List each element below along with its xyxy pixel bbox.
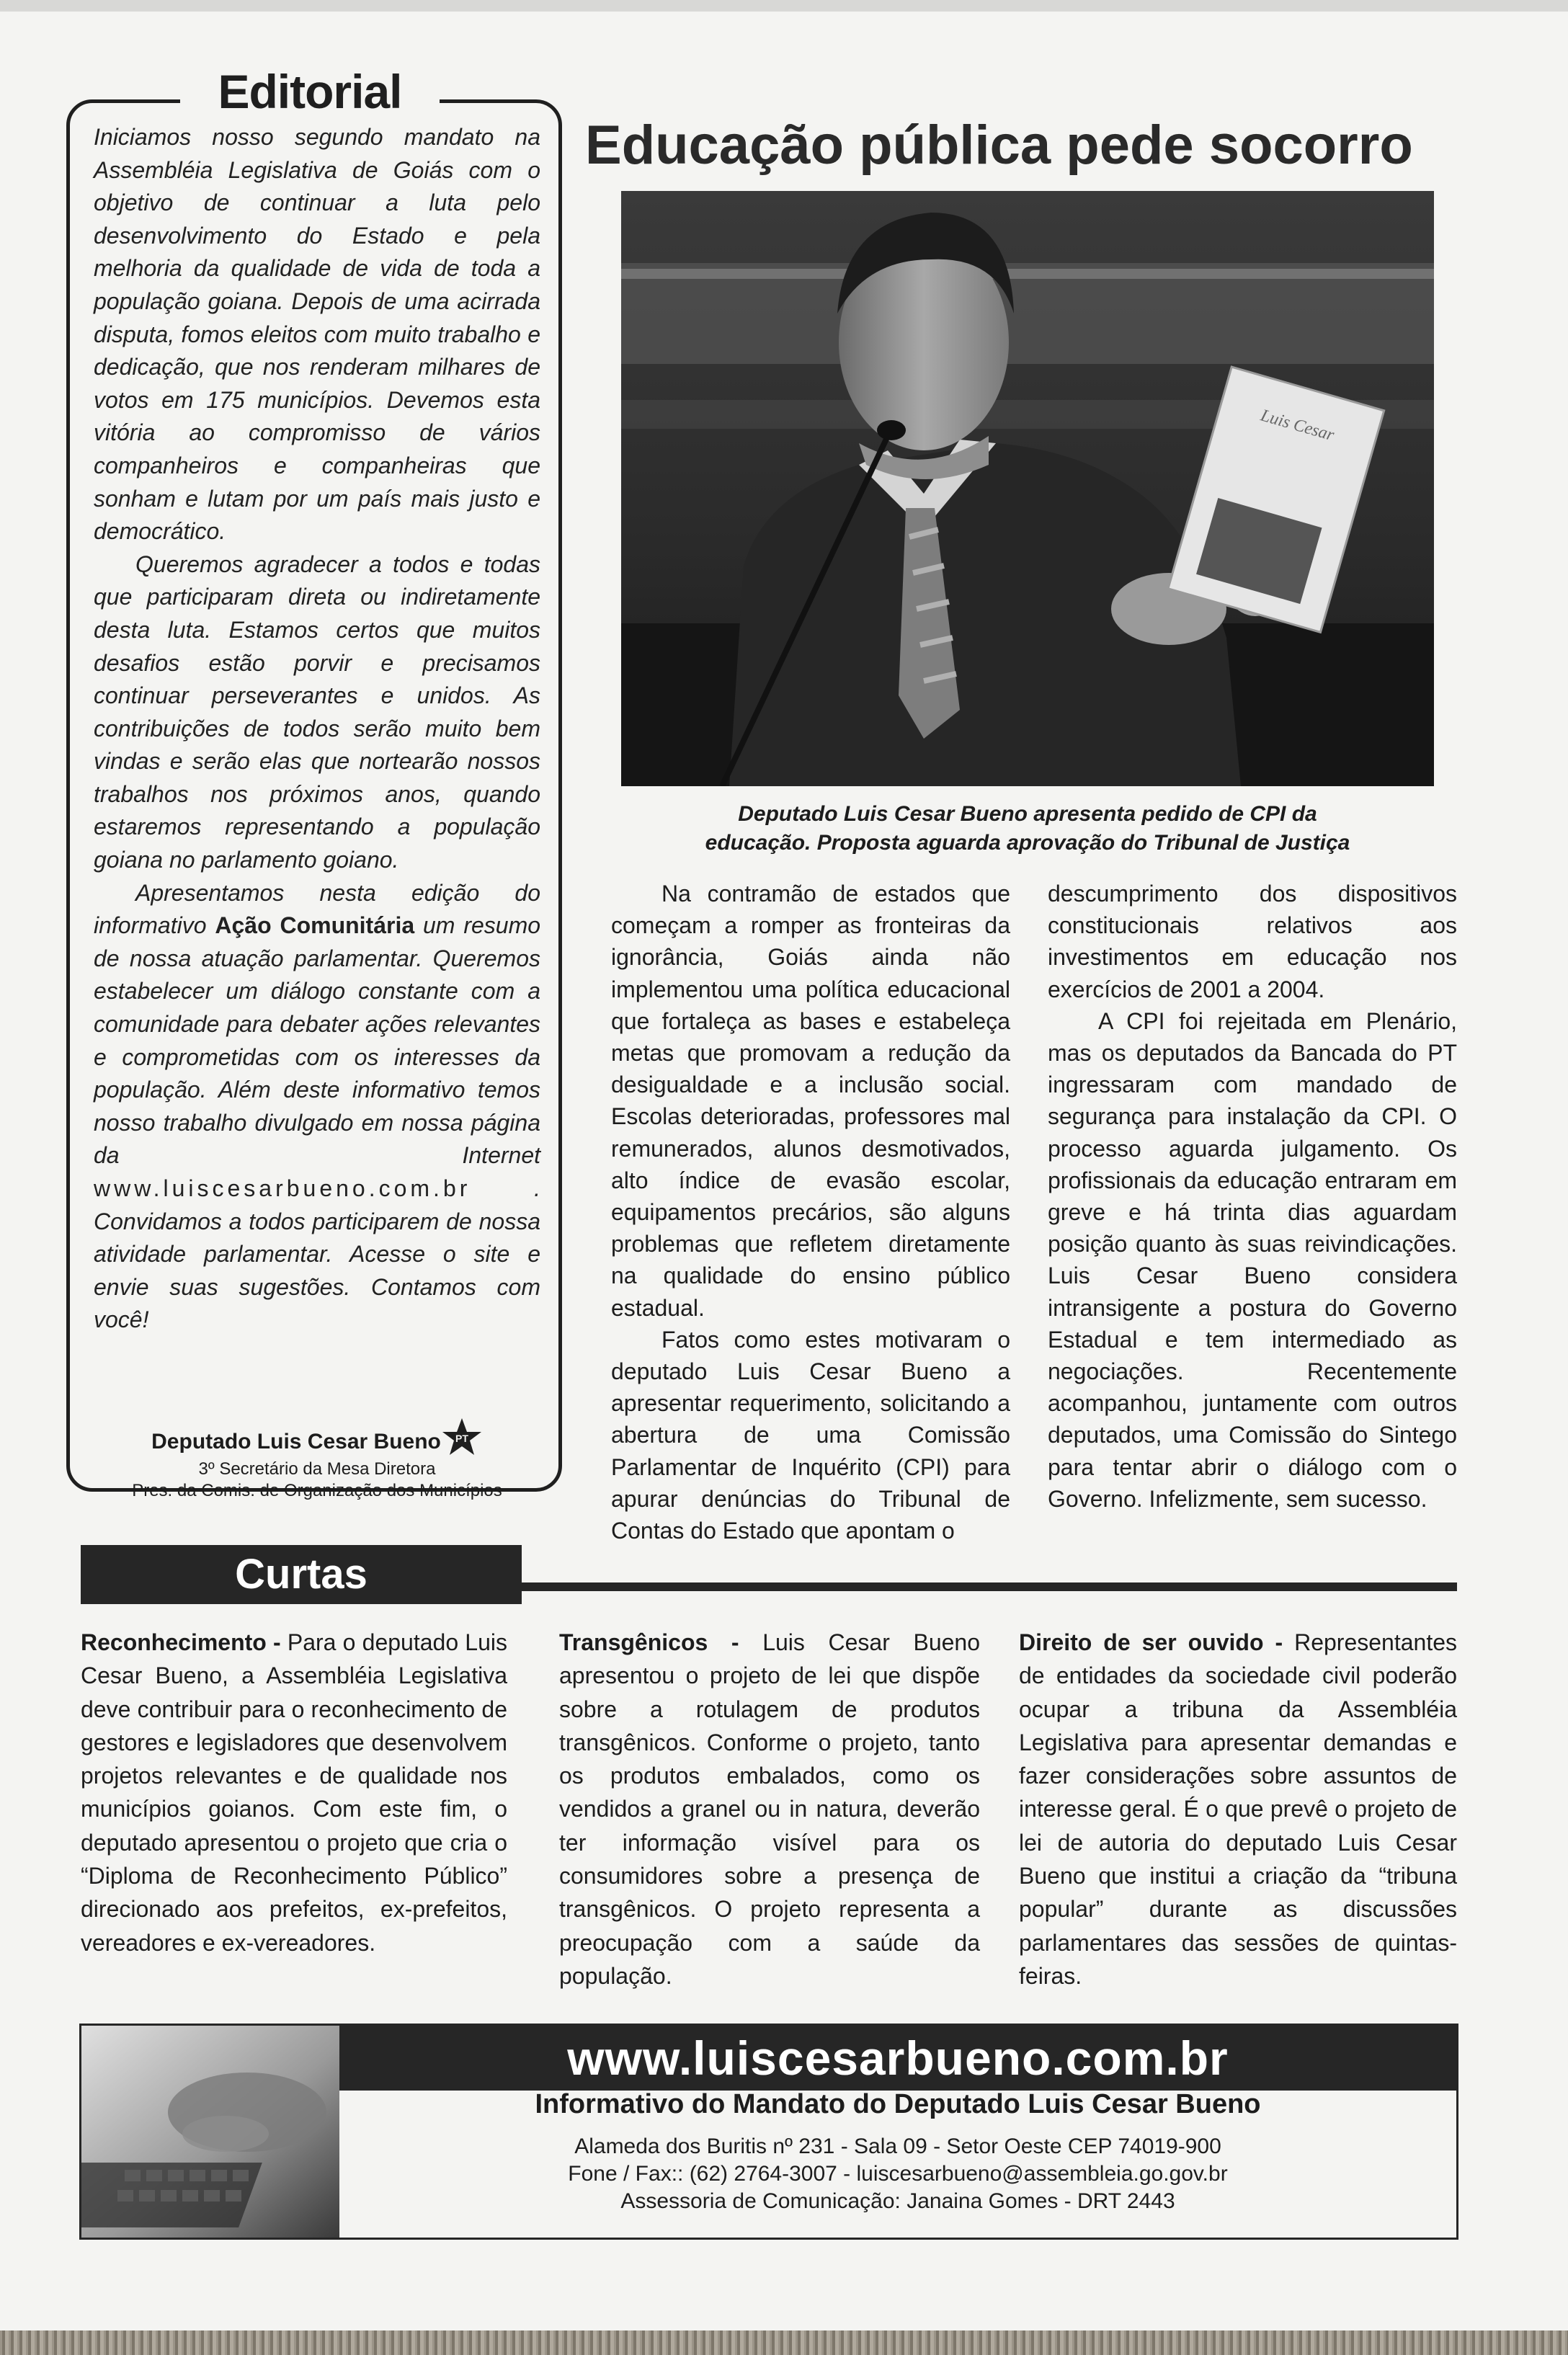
editorial-paragraph-3 (94, 877, 540, 1337)
footer-phone-line: Fone / Fax:: (62) 2764-3007 - luiscesarbueno@assembleia.go.gov.br (568, 2162, 1228, 2186)
caption-line-2: educação. Proposta aguarda aprovação do Tribunal de Justiça (705, 831, 1350, 855)
curta-text: Para o deputado Luis Cesar Bueno, a Assembléia Legislativa deve contribuir para o reconhecimento de gestores e legisladores que desenvolvem projetos relevantes e de qualidade nos municípios goianos. Com este fim, o deputado apresentou o projeto que cria o “Diploma de Reconhecimento Público” direcionado aos prefeitos, ex-prefeitos, vereadores e ex-vereadores. (81, 1629, 508, 1956)
curtas-divider (522, 1582, 1457, 1591)
article-paragraph-2: Fatos como estes motivaram o deputado Luis Cesar Bueno a apresentar requerimento, solicitando a abertura de uma Comissão Parlamentar de Inquérito (CPI) para apurar denúncias do Tribunal de Contas do Estado que apontam o (611, 1326, 1010, 1544)
footer-address-line: Alameda dos Buritis nº 231 - Sala 09 - Setor Oeste CEP 74019-900 (574, 2134, 1221, 2158)
photo-caption (621, 800, 1434, 858)
page-bottom-edge (0, 2330, 1568, 2355)
editorial-signature (86, 1417, 548, 1502)
article-photo (621, 191, 1434, 786)
footer-subtitle: Informativo do Mandato do Deputado Luis Cesar Bueno (535, 2089, 1261, 2119)
article-column-2 (1048, 878, 1457, 1515)
curta-text: Representantes de entidades da sociedade civil poderão ocupar a tribuna da Assembléia Legislativa para apresentar demandas e fazer considerações sobre assuntos de interesse geral. É o que prevê o projeto de lei de autoria do deputado Luis Cesar Bueno que institui a criação da “tribuna popular” durante as discussões parlamentares das sessões de quintas-feiras. (1019, 1629, 1458, 1989)
page-top-edge (0, 0, 1568, 12)
footer-contact (339, 2133, 1456, 2215)
book-title: Luis Cesar (1258, 406, 1337, 445)
curta-title: Direito de ser ouvido - (1019, 1629, 1283, 1655)
editorial-p3-mid: um resumo de nossa atuação parlamentar. Queremos estabelecer um diálogo constante com a comunidade para debater ações relevantes e comprometidas com os interesses da população. Além deste informativo temos nosso trabalho divulgado em nossa página da Internet (94, 912, 541, 1169)
star-label: PT (455, 1433, 468, 1444)
curta-title: Transgênicos - (559, 1629, 739, 1655)
editorial-website-link[interactable]: www.luiscesarbueno.com.br (94, 1175, 471, 1201)
editorial-paragraph-2: Queremos agradecer a todos e todas que participaram direta ou indiretamente desta luta. Estamos certos que muitos desafios estão porvir e precisamos continuar perseverantes e unidos. As contribuições de todos serão muito bem vindas e serão elas que nortearão nossos trabalhos nos próximos anos, quando estaremos representando a população goiana no parlamento goiano. (94, 551, 540, 873)
signature-name: Deputado Luis Cesar Bueno (151, 1430, 441, 1453)
curta-item (1019, 1626, 1457, 1993)
caption-line-1: Deputado Luis Cesar Bueno apresenta pedido de CPI da (738, 802, 1317, 826)
article-headline: Educação pública pede socorro (585, 115, 1413, 176)
curta-item (559, 1626, 980, 1993)
article-paragraph-4: A CPI foi rejeitada em Plenário, mas os deputados da Bancada do PT ingressaram com mandado de segurança para instalação da CPI. O processo aguarda julgamento. Os profissionais da educação entraram em greve e há trinta dias aguardam posição quanto às suas reivindicações. Luis Cesar Bueno considera intransigente a postura do Governo Estadual e tem intermediado as negociações. Recentemente acompanhou, juntamente com outros deputados, uma Comissão do Sintego para tentar abrir o diálogo com o Governo. Infelizmente, sem sucesso. (1048, 1007, 1457, 1512)
curta-text: Luis Cesar Bueno apresentou o projeto de lei que dispõe sobre a rotulagem de produtos transgênicos. Conforme o projeto, tanto os produtos embalados, como os vendidos a granel ou in natura, deverão ter informação visível para os consumidores sobre a presença de transgênicos. O projeto representa a preocupação com a saúde da população. (559, 1629, 981, 1989)
editorial-paragraph-1: Iniciamos nosso segundo mandato na Assembléia Legislativa de Goiás com o objetivo de continuar a luta pelo desenvolvimento do Estado e pela melhoria da qualidade de vida de toda a população goiana. Depois de uma acirrada disputa, fomos eleitos com muito trabalho e dedicação, que nos renderam milhares de votos em 175 municípios. Devemos esta vitória ao compromisso de vários companheiros e companheiras que sonham e lutam por um país mais justo e democrático. (94, 124, 540, 545)
editorial-p3-after: . Convidamos a todos participarem de nossa atividade parlamentar. Acesse o site e envie suas sugestões. Contamos com você! (94, 1175, 540, 1333)
pt-star-icon (441, 1417, 483, 1459)
keyboard-photo (81, 2026, 339, 2238)
signature-role-2: Pres. da Comis. de Organização dos Municípios (132, 1481, 502, 1500)
editorial-title: Editorial (180, 59, 440, 124)
curta-item (81, 1626, 507, 1959)
curta-title: Reconhecimento - (81, 1629, 281, 1655)
footer-website-link[interactable]: www.luiscesarbueno.com.br (567, 2031, 1229, 2085)
signature-role-1: 3º Secretário da Mesa Diretora (198, 1459, 436, 1479)
article-paragraph-3: descumprimento dos dispositivos constitucionais relativos aos investimentos em educação nos exercícios de 2001 a 2004. (1048, 881, 1457, 1002)
newsletter-name: Ação Comunitária (215, 912, 415, 939)
curtas-header: Curtas (81, 1545, 522, 1604)
article-paragraph-1: Na contramão de estados que começam a romper as fronteiras da ignorância, Goiás ainda não implementou uma política educacional que fortaleça as bases e estabeleça metas que promovam a redução da desigualdade e a inclusão social. Escolas deterioradas, professores mal remunerados, alunos desmotivados, alto índice de evasão escolar, equipamentos precários, são alguns problemas que refletem diretamente na qualidade do ensino público estadual. (611, 881, 1010, 1321)
editorial-text (94, 121, 540, 1337)
article-column-1 (611, 878, 1010, 1546)
editorial-p3-before: Apresentamos nesta edição do informativo (94, 879, 540, 939)
footer-credits-line: Assessoria de Comunicação: Janaina Gomes - DRT 2443 (620, 2189, 1175, 2213)
